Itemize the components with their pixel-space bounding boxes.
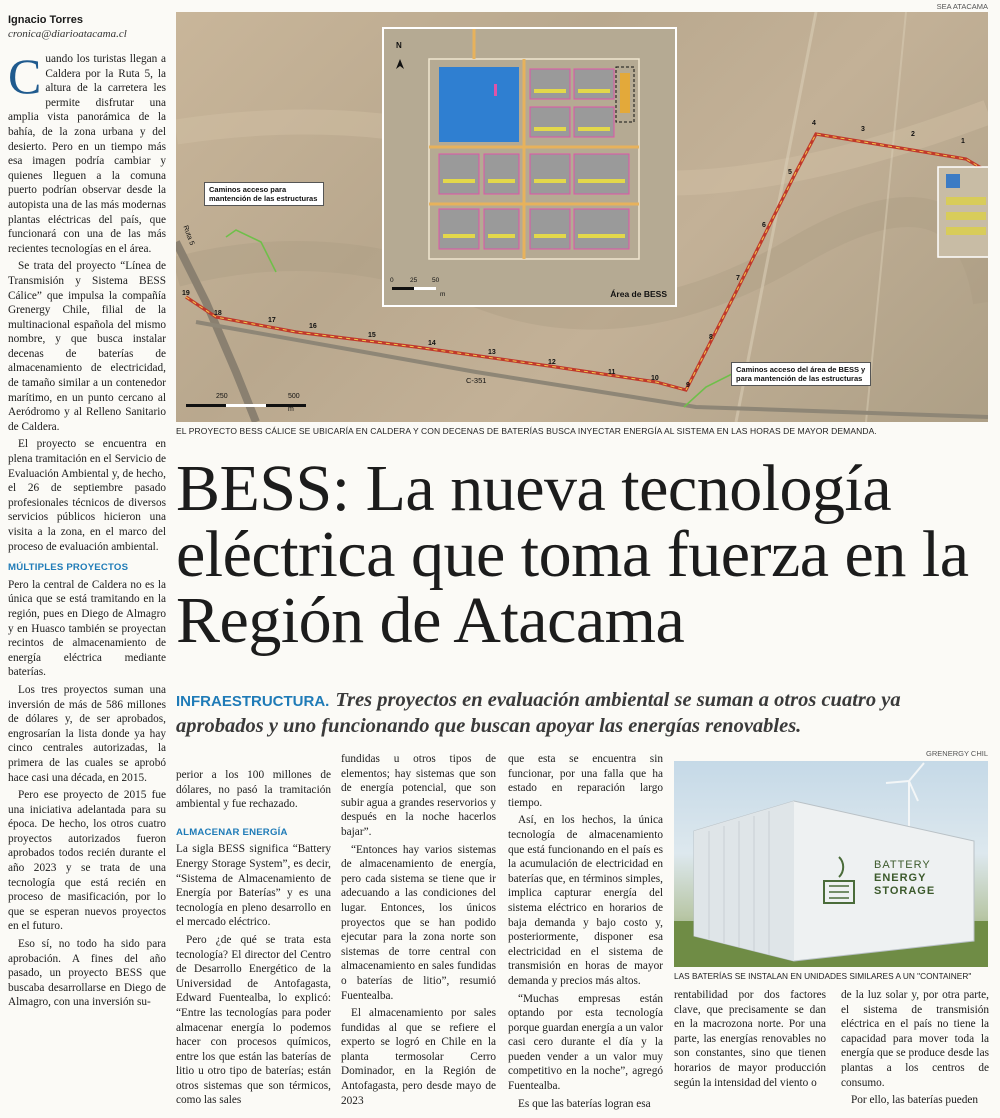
project-map (176, 12, 988, 422)
paragraph: Pero la central de Caldera no es la única que se está tramitando en la región, pues en Diego de Almagro y en Huasco también se proyectan recintos de almacenamiento de energía eléctrica mediante baterías. (8, 578, 166, 679)
map-caption: EL PROYECTO BESS CÁLICE SE UBICARÍA EN CALDERA Y CON DECENAS DE BATERÍAS BUSCA INYECTAR ENERGÍA AL SISTEMA EN LAS HORAS DE MAYOR DEMANDA. (176, 426, 877, 436)
article-column-3 (341, 752, 496, 1111)
north-arrow-icon: N (396, 41, 402, 50)
article-column-6 (841, 988, 989, 1111)
battery-container-photo (674, 761, 988, 967)
deck (176, 688, 986, 739)
paragraph: que esta se encuentra sin funcionar, por una falla que ha estado en reparación largo tiempo. (508, 753, 663, 809)
container-label-line: STORAGE (874, 885, 936, 897)
inset-scale-label: 25 (410, 277, 418, 284)
paragraph: Pero ese proyecto de 2015 fue una iniciativa adelantada para su época. De hecho, los otros cuatro proyectos autorizados fueron aprobados todos recién durante el año 2023 y se trata de una tecnología que está recién en proceso de masificación, por lo que se esperan nuevos proyectos en el futuro. (8, 789, 166, 933)
byline-email[interactable]: cronica@diarioatacama.cl (8, 28, 127, 40)
access-roads-label-right: Caminos acceso del área de BESS y para mantención de las estructuras (731, 362, 871, 386)
tower-label: 14 (428, 340, 436, 347)
paragraph: “Entonces hay varios sistemas de almacenamiento de energía, pero cada sistema se tiene que ir adecuando a las condiciones del lugar. Entonces, los únicos proyectos que se han podido ejecutar para la zona norte son sistemas de torre central con almacenamiento en sales fundidas o baterías de litio”, resumió Fuentealba. (341, 843, 496, 1002)
paragraph: Por ello, las baterías pueden (851, 1094, 979, 1107)
tower-label: 4 (812, 120, 816, 127)
scale-label: 500 (288, 393, 300, 400)
paragraph: perior a los 100 millones de dólares, no pasó la tramitación ambiental y fue rechazado. (176, 769, 331, 811)
tower-label: 3 (861, 126, 865, 133)
kicker: INFRAESTRUCTURA. (176, 693, 330, 710)
inset-scale-label: 50 (432, 277, 440, 284)
tower-label: 18 (214, 310, 222, 317)
tower-label: 13 (488, 349, 496, 356)
tower-label: 11 (608, 369, 616, 376)
paragraph: El proyecto se encuentra en plena tramitación en el Servicio de Evaluación Ambiental y, de hecho, el 26 de septiembre pasado profesionales técnicos de diversos servicios públicos hicieron una visita a la zona, en el marco del proceso de evaluación ambiental. (8, 438, 166, 553)
tower-label: 15 (368, 332, 376, 339)
container-label-line: ENERGY (874, 872, 927, 884)
paragraph: Se trata del proyecto “Línea de Transmisión y Sistema BESS Cálice” que impulsa la compañía Grenergy Chile, filial de la multinacional española del mismo nombre, y que busca instalar decenas de baterías de almacenamiento de electricidad, de tamaño similar a un contenedor marítimo, en un punto cercano al Aeródromo y al Relleno Sanitario de Caldera. (8, 260, 166, 433)
container-illustration (674, 761, 988, 967)
bess-area-inset (382, 27, 677, 307)
deck-text: Tres proyectos en evaluación ambiental se suman a otros cuatro ya aprobados y uno funcionando que buscan apoyar las energías renovables. (176, 689, 901, 737)
article-column-1 (8, 48, 166, 1010)
paragraph: Así, en los hechos, la única tecnología de almacenamiento que está funcionando en el país es la acumulación de electricidad en baterías que, en términos simples, implica capturar energía del sistema eléctrico en horarios de baja demanda y bajo costo y, posteriormente, disponer esa electricidad en el sistema de transmisión en horas de mayor demanda y precios más altos. (508, 814, 663, 987)
map-credit: SEA ATACAMA (936, 2, 988, 11)
inset-scale-unit: m (440, 291, 446, 298)
photo-caption: LAS BATERÍAS SE INSTALAN EN UNIDADES SIMILARES A UN "CONTAINER" (674, 971, 972, 981)
tower-label: 6 (762, 222, 766, 229)
container-label (874, 859, 935, 898)
access-roads-label-left: Caminos acceso para mantención de las estructuras (204, 182, 324, 206)
subheading: ALMACENAR ENERGÍA (176, 826, 288, 838)
paragraph: de la luz solar y, por otra parte, el sistema de transmisión eléctrica en el país no tiene la capacidad para mover toda la energía que se produce desde las plantas a los centros de consumo. (841, 989, 989, 1089)
tower-label: 10 (651, 375, 659, 382)
paragraph: Eso sí, no todo ha sido para aprobación. A fines del año pasado, un proyecto BESS que buscaba desarrollarse en Diego de Almagro, con una inversión su- (8, 938, 166, 1009)
article-column-2 (176, 768, 331, 1111)
subheading: MÚLTIPLES PROYECTOS (8, 562, 129, 574)
inset-scale-label: 0 (390, 277, 394, 284)
tower-label: 2 (911, 131, 915, 138)
paragraph: “Muchas empresas están optando por esta tecnología porque guardan energía a un valor casi cero durante el día y la pueden vender a un valor muy competitivo en la noche”, agregó Fuentealba. (508, 992, 663, 1093)
inset-title: Área de BESS (610, 289, 667, 299)
tower-label: 7 (736, 275, 740, 282)
scale-unit: m (288, 406, 294, 413)
tower-label: 9 (686, 382, 690, 389)
drop-cap: C (8, 48, 42, 104)
tower-label: 8 (709, 334, 713, 341)
tower-label: 17 (268, 317, 276, 324)
headline: BESS: La nueva tecnología eléctrica que toma fuerza en la Región de Atacama (176, 452, 969, 657)
paragraph: Es que las baterías logran esa (518, 1097, 651, 1110)
c351-label: C-351 (466, 376, 487, 385)
paragraph: uando los turistas llegan a Caldera por la Ruta 5, la altura de la carretera les permite disfrutar una amplia vista panorámica de la bahía, de la zona urbana y del desierto. Pero en un tiempo más esa imagen podría cambiar y quienes lleguen a la comuna puerto podrían observar desde la autopista una de las más modernas plantas eléctricas del país, que funcionará con una de las más recientes tecnologías en el área. (8, 53, 166, 255)
tower-label: 16 (309, 323, 317, 330)
paragraph: Los tres proyectos suman una inversión de más de 586 millones de dólares y, de ser aprobados, engrosarían la lista donde ya hay cinco centrales autorizadas, la primera de las cuales se aprobó hace casi una década, en 2015. (8, 683, 166, 784)
paragraph: fundidas u otros tipos de elementos; hay sistemas que son de energía potencial, que son subir agua a grandes reservorios y después en la noche hacerlos bajar”. (341, 753, 496, 838)
tower-label: 5 (788, 169, 792, 176)
left-column (8, 14, 166, 1013)
photo-credit: GRENERGY CHIL (926, 749, 988, 758)
scale-label: 250 (216, 393, 228, 400)
container-label-line: BATTERY (874, 859, 931, 871)
article-column-5 (674, 988, 826, 1093)
paragraph: La sigla BESS significa “Battery Energy Storage System”, es decir, “Sistema de Almacenamiento de Energía por Baterías” y es una tecnología en pleno desarrollo en el mercado eléctrico. (176, 843, 331, 929)
route-5-label: Ruta 5 (181, 224, 196, 247)
paragraph: El almacenamiento por sales fundidas al que se refiere el experto se logró en Chile en la planta termosolar Cerro Dominador, en la Región de Antofagasta, pero desde mayo de 2023 (341, 1007, 496, 1107)
paragraph: Pero ¿de qué se trata esta tecnología? El director del Centro de Desarrollo Energético de la Universidad de Antofagasta, Edward Fuentealba, lo explicó: “Entre las tecnologías para poder almacenar energía lo podemos hacer con procesos químicos, entre los que están las baterías de litio u otro tipo de baterías; están otros sistemas que son térmicos, como las sales (176, 933, 331, 1107)
byline-name: Ignacio Torres (8, 14, 83, 26)
tower-label: 1 (961, 138, 965, 145)
inset-graphic (384, 29, 677, 307)
tower-label: 19 (182, 290, 190, 297)
tower-label: 12 (548, 359, 556, 366)
paragraph: rentabilidad por dos factores clave, que precisamente se dan en la macrozona norte. Por una parte, las energías renovables no son constantes, sino que tienen horarios de mayor producción según la intensidad del viento o (674, 989, 826, 1089)
article-column-4 (508, 752, 663, 1114)
